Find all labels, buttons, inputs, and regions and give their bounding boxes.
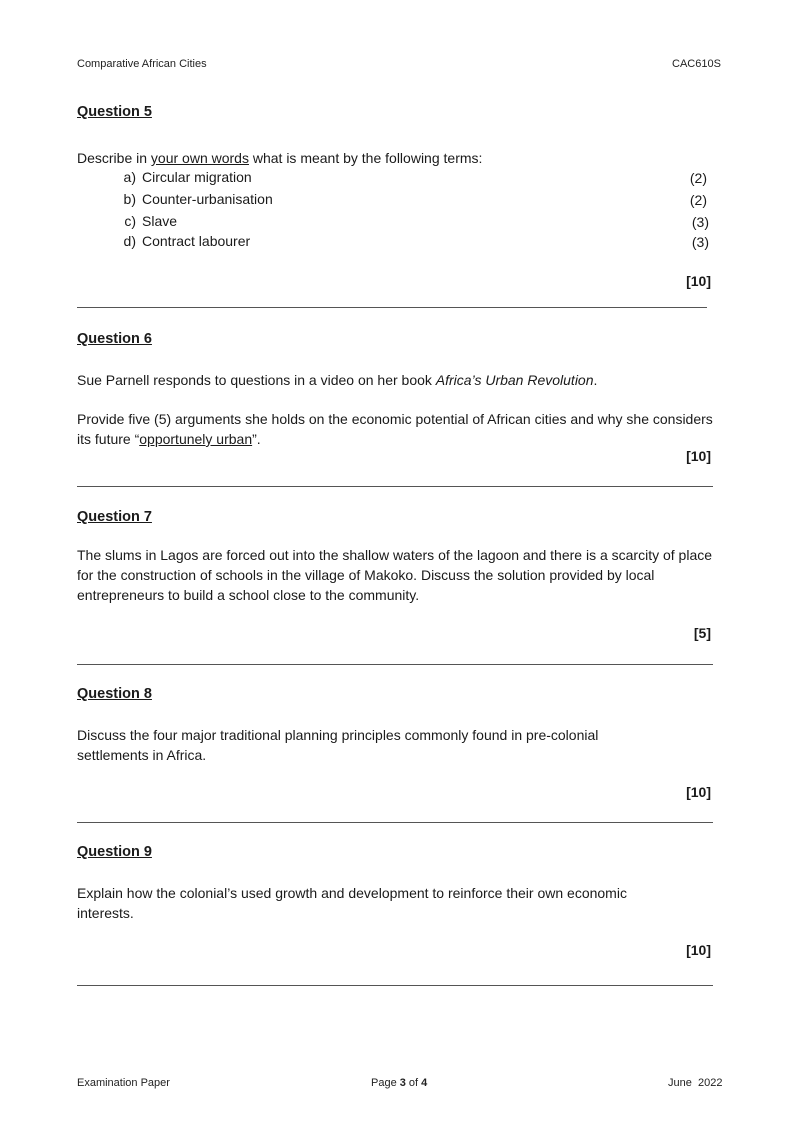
item-letter: c): [124, 213, 136, 229]
question-9-total: [10]: [686, 942, 711, 958]
question-5-total: [10]: [686, 273, 711, 289]
intro-text: Describe in: [77, 150, 151, 166]
header-course: Comparative African Cities: [77, 58, 207, 70]
question-6-total: [10]: [686, 448, 711, 464]
intro-text-end: what is meant by the following terms:: [248, 150, 483, 166]
item-marks: (2): [689, 192, 707, 208]
q6-text: Provide five (5) arguments she holds on the economic potential of African cities and why she considers its future “: [77, 411, 713, 447]
page-current: 3: [399, 1077, 406, 1089]
list-item: [110, 169, 252, 185]
divider: [77, 486, 713, 487]
question-6-text-2: [77, 409, 717, 449]
page-total: 4: [421, 1077, 428, 1089]
item-text: Counter-urbanisation: [142, 191, 273, 207]
intro-emphasis: your own words: [150, 150, 249, 166]
divider: [77, 822, 713, 823]
divider: [77, 985, 713, 986]
divider: [77, 307, 707, 308]
item-letter: a): [123, 169, 136, 185]
list-item: [110, 191, 273, 207]
question-8-total: [10]: [686, 784, 711, 800]
question-7-title: Question 7: [77, 509, 152, 525]
question-7-total: [5]: [693, 625, 711, 641]
page-prefix: Page: [371, 1077, 400, 1089]
q6-text-end: .: [593, 372, 598, 388]
item-letter: d): [123, 233, 136, 249]
page-number: [371, 1077, 427, 1089]
footer-date: June 2022: [668, 1077, 723, 1089]
question-9-text: Explain how the colonial’s used growth and development to reinforce their own economic interests.: [77, 885, 627, 921]
question-8-title: Question 8: [77, 686, 152, 702]
book-title: Africa’s Urban Revolution: [435, 372, 594, 388]
item-text: Contract labourer: [142, 233, 251, 249]
page-of: of: [405, 1077, 422, 1089]
q6-text: Sue Parnell responds to questions in a video on her book: [77, 372, 436, 388]
question-8-text: Discuss the four major traditional planning principles commonly found in pre-colonial settlements in Africa.: [77, 727, 599, 763]
item-marks: (3): [691, 234, 709, 250]
q6-emphasis: opportunely urban: [139, 431, 253, 447]
divider: [77, 664, 713, 665]
item-text: Slave: [142, 213, 178, 229]
item-marks: (2): [689, 170, 707, 186]
question-5-title: Question 5: [77, 104, 152, 120]
q6-text-end: ”.: [252, 431, 261, 447]
question-9-title: Question 9: [77, 844, 152, 860]
list-item: [110, 233, 250, 249]
item-text: Circular migration: [142, 169, 252, 185]
question-6-text-1: [77, 370, 717, 390]
question-5-intro: [77, 148, 717, 168]
footer-left: Examination Paper: [77, 1077, 170, 1089]
header-code: CAC610S: [672, 58, 721, 70]
item-letter: b): [123, 191, 136, 207]
item-marks: (3): [691, 214, 709, 230]
question-7-text: The slums in Lagos are forced out into the shallow waters of the lagoon and there is a scarcity of place for the construction of schools in the village of Makoko. Discuss the solution provided by local entrepreneurs to build a school close to the community.: [77, 547, 713, 603]
question-6-title: Question 6: [77, 331, 152, 347]
list-item: [110, 213, 177, 229]
